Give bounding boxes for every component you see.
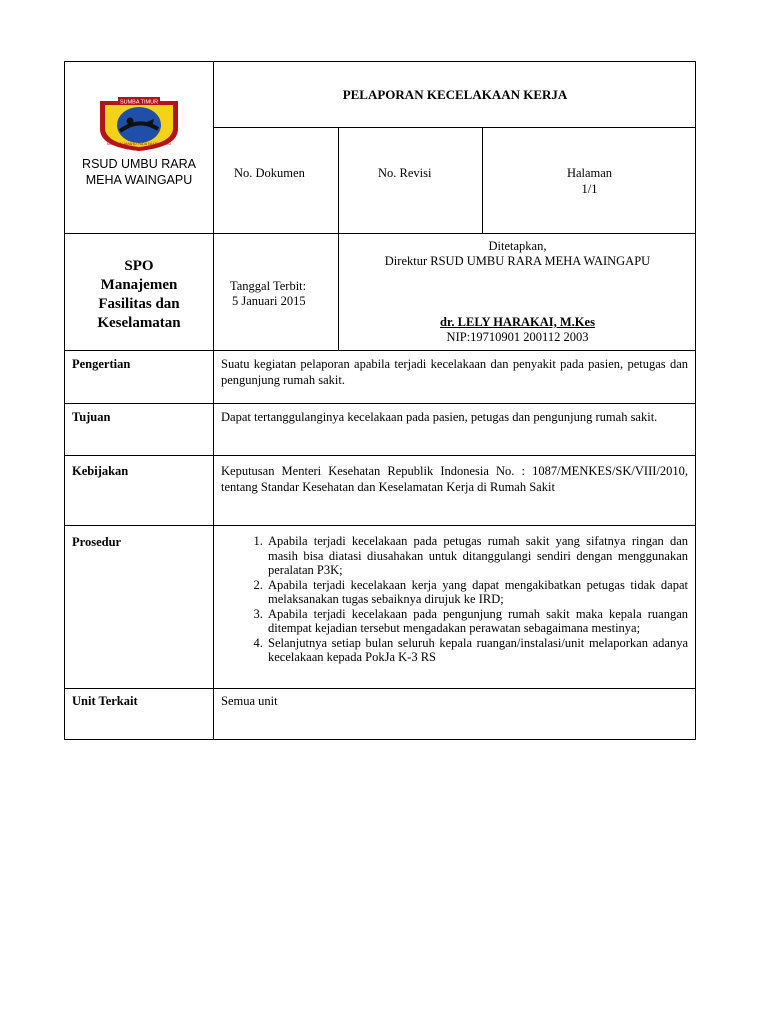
section-label-unit-terkait: Unit Terkait [72, 694, 138, 708]
section-label-tujuan: Tujuan [72, 410, 111, 424]
signer-name: dr. LELY HARAKAI, M.Kes [440, 315, 595, 329]
procedure-step: 2. Apabila terjadi kecelakaan kerja yang dapat mengakibatkan petugas tidak dapat melaksanakan tugas sebaiknya dirujuk ke IRD; [266, 578, 688, 607]
section-label-kebijakan: Kebijakan [72, 464, 129, 478]
row-divider-kebijakan [64, 525, 696, 526]
issue-date-label: Tanggal Terbit: [230, 279, 307, 293]
hospital-logo [96, 95, 182, 153]
section-text-kebijakan: Keputusan Menteri Kesehatan Republik Indonesia No. : 1087/MENKES/SK/VIII/2010, tentang Standar Kesehatan dan Keselamatan Kerja di Rumah Sakit [221, 464, 688, 494]
section-label-pengertian: Pengertian [72, 357, 131, 371]
hospital-name-line1: RSUD UMBU RARA [82, 157, 196, 171]
row-divider-prosedur [64, 688, 696, 689]
spo-line4: Keselamatan [97, 315, 181, 331]
procedure-step: 3. Apabila terjadi kecelakaan pada pengunjung rumah sakit maka kepala ruangan ditempat kejadian tersebut mengadakan perawatan sebagaimana mestinya; [266, 607, 688, 636]
section-text-tujuan: Dapat tertanggulanginya kecelakaan pada pasien, petugas dan pengunjung rumah sakit. [221, 410, 658, 424]
approval-label: Ditetapkan, [488, 239, 547, 253]
logo-top-text: SUMBA TIMUR [119, 99, 159, 106]
spo-line3: Fasilitas dan [98, 296, 180, 312]
doc-number-label: No. Dokumen [234, 166, 305, 180]
row-divider-header [64, 233, 696, 234]
revision-label: No. Revisi [378, 166, 432, 180]
procedure-step: 1. Apabila terjadi kecelakaan pada petugas rumah sakit yang sifatnya ringan dan masih bisa diatasi diusahakan untuk ditanggulangi sendiri dengan menggunakan peralatan P3K; [266, 534, 688, 578]
signer-nip: NIP:19710901 200112 2003 [446, 330, 589, 344]
section-text-unit-terkait: Semua unit [221, 694, 278, 708]
document-title: PELAPORAN KECELAKAAN KERJA [342, 87, 568, 102]
spo-line1: SPO [124, 258, 154, 274]
row-divider-spo [64, 350, 696, 351]
spo-heading [66, 257, 212, 333]
procedure-step: 4. Selanjutnya setiap bulan seluruh kepala ruangan/instalasi/unit melaporkan adanya kecelakaan kepada PokJa K-3 RS [266, 636, 688, 665]
director-title: Direktur RSUD UMBU RARA MEHA WAINGAPU [384, 254, 651, 268]
logo-bottom-text: MATAWAI AMAHU PADA NJARA HAMU [106, 142, 172, 146]
issue-date-value: 5 Januari 2015 [232, 294, 306, 308]
column-divider-left [213, 61, 214, 740]
row-divider-title [213, 127, 696, 128]
section-label-prosedur: Prosedur [72, 535, 122, 549]
procedure-list [222, 534, 688, 665]
spo-line2: Manajemen [100, 277, 178, 293]
page-label: Halaman [566, 166, 613, 180]
hospital-name-line2: MEHA WAINGAPU [85, 173, 193, 187]
hospital-name [66, 156, 212, 188]
row-divider-tujuan [64, 455, 696, 456]
row-divider-pengertian [64, 403, 696, 404]
section-text-pengertian: Suatu kegiatan pelaporan apabila terjadi kecelakaan dan penyakit pada pasien, petugas dan pengunjung rumah sakit. [221, 357, 688, 387]
page-value: 1/1 [581, 182, 598, 196]
